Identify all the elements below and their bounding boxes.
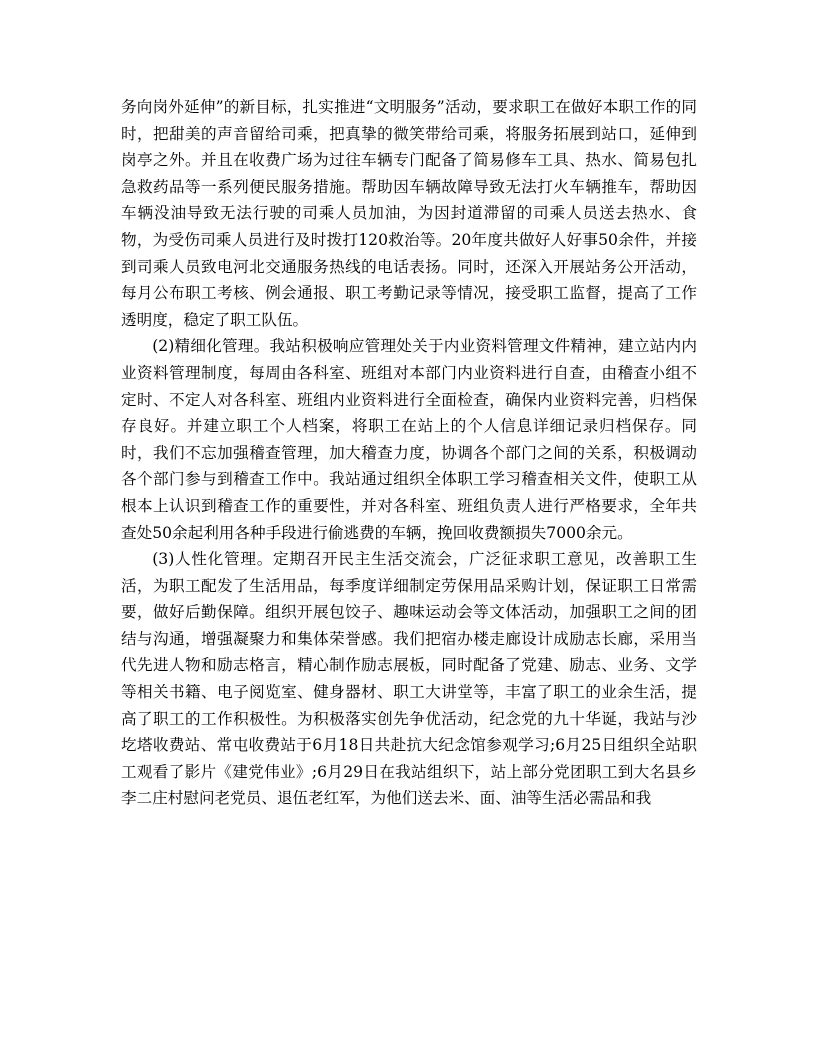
document-body <box>121 94 697 812</box>
paragraph-humanized-management: (3)人性化管理。定期召开民主生活交流会，广泛征求职工意见，改善职工生活，为职工配发了生活用品，每季度详细制定劳保用品采购计划，保证职工日常需要，做好后勤保障。组织开展包饺子、趣味运动会等文体活动，加强职工之间的团结与沟通，增强凝聚力和集体荣誉感。我们把宿办楼走廊设计成励志长廊，采用当代先进人物和励志格言，精心制作励志展板，同时配备了党建、励志、业务、文学等相关书籍、电子阅览室、健身器材、职工大讲堂等，丰富了职工的业余生活，提高了职工的工作积极性。为积极落实创先争优活动，纪念党的九十华诞，我站与沙圪塔收费站、常屯收费站于6月18日共赴抗大纪念馆参观学习;6月25日组织全站职工观看了影片《建党伟业》;6月29日在我站组织下，站上部分党团职工到大名县乡李二庄村慰问老党员、退伍老红军，为他们送去米、面、油等生活必需品和我 <box>121 550 697 808</box>
paragraph-continuation: 务向岗外延伸”的新目标，扎实推进“文明服务”活动，要求职工在做好本职工作的同时，把甜美的声音留给司乘，把真挚的微笑带给司乘，将服务拓展到站口，延伸到岗亭之外。并且在收费广场为过往车辆专门配备了简易修车工具、热水、简易包扎急救药品等一系列便民服务措施。帮助因车辆故障导致无法打火车辆推车，帮助因车辆没油导致无法行驶的司乘人员加油，为因封道滞留的司乘人员送去热水、食物，为受伤司乘人员进行及时拨打120救治等。20年度共做好人好事50余件，并接到司乘人员致电河北交通服务热线的电话表扬。同时，还深入开展站务公开活动，每月公布职工考核、例会通报、职工考勤记录等情况，接受职工监督，提高了工作透明度，稳定了职工队伍。 <box>121 98 697 329</box>
paragraph-refined-management: (2)精细化管理。我站积极响应管理处关于内业资料管理文件精神，建立站内内业资料管理制度，每周由各科室、班组对本部门内业资料进行自查，由稽查小组不定时、不定人对各科室、班组内业资料进行全面检查，确保内业资料完善，归档保存良好。并建立职工个人档案，将职工在站上的个人信息详细记录归档保存。同时，我们不忘加强稽查管理，加大稽查力度，协调各个部门之间的关系，积极调动各个部门参与到稽查工作中。我站通过组织全体职工学习稽查相关文件，使职工从根本上认识到稽查工作的重要性，并对各科室、班组负责人进行严格要求，全年共查处50余起利用各种手段进行偷逃费的车辆，挽回收费额损失7000余元。 <box>121 337 697 542</box>
